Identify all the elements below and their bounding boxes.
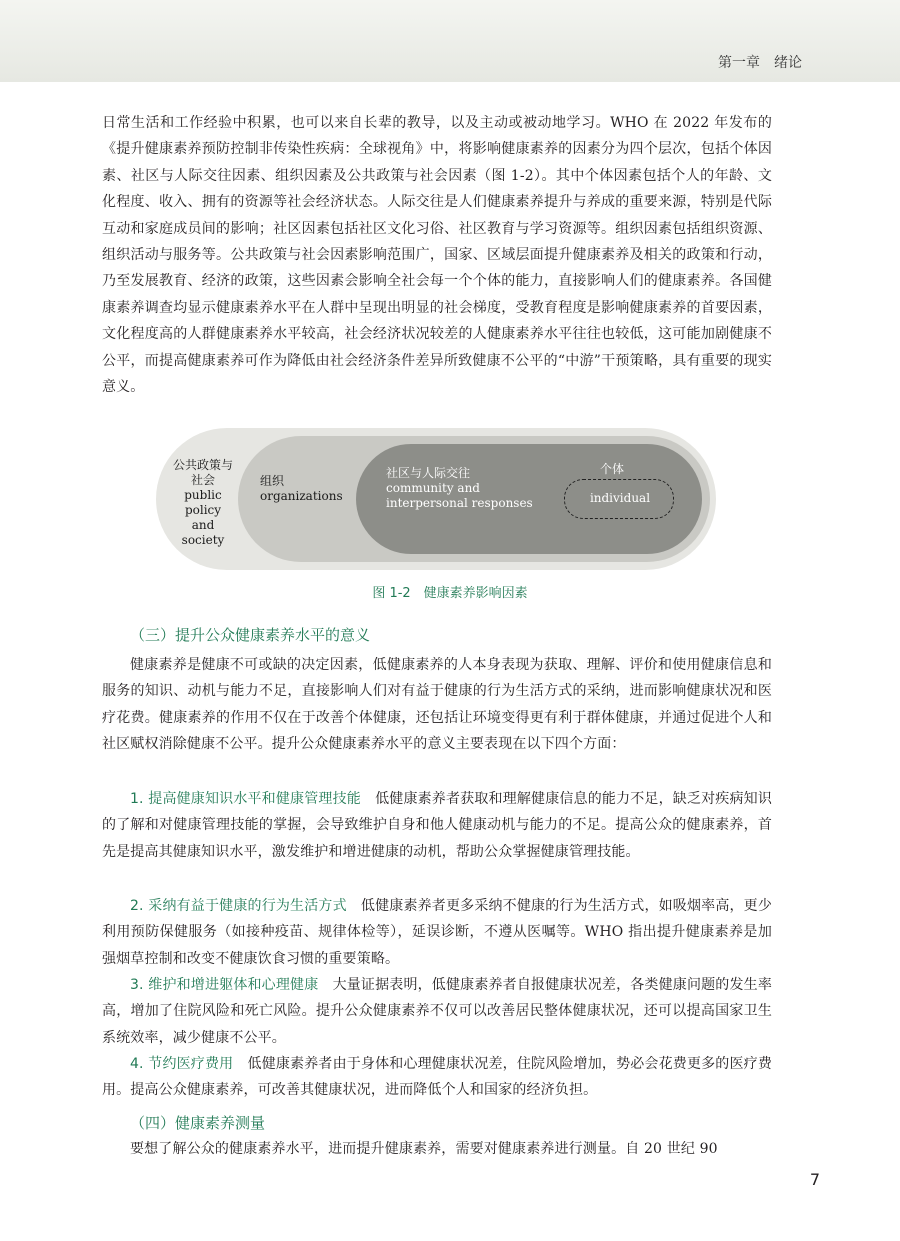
figure-health-literacy-factors: [156, 428, 716, 570]
label-public-policy: [170, 458, 236, 548]
chapter-title: 第一章 绪论: [718, 55, 802, 71]
paragraph-influencing-factors: 日常生活和工作经验中积累，也可以来自长辈的教导，以及主动或被动地学习。WHO 在 2022 年发布的《提升健康素养预防控制非传染性疾病：全球视角》中，将影响健康素养的因素分为四个层次，包括个体因素、社区与人际交往因素、组织因素及公共政策与社会因素（图 1-2）。其中个体因素包括个人的年龄、文化程度、收入、拥有的资源等社会经济状态。人际交往是人们健康素养提升与养成的重要来源，特别是代际互动和家庭成员间的影响；社区因素包括社区文化习俗、社区教育与学习资源等。组织因素包括组织资源、组织活动与服务等。公共政策与社会因素影响范围广，国家、区域层面提升健康素养及相关的政策和行动，乃至发展教育、经济的政策，这些因素会影响全社会每一个个体的能力，直接影响人们的健康素养。各国健康素养调查均显示健康素养水平在人群中呈现出明显的社会梯度，受教育程度是影响健康素养的首要因素，文化程度高的人群健康素养水平较高，社会经济状况较差的人健康素养水平往往也较低，这可能加剧健康不公平，而提高健康素养可作为降低由社会经济条件差异所致健康不公平的“中游”干预策略，具有重要的现实意义。: [102, 115, 772, 396]
item-3-title: 3. 维护和增进躯体和心理健康: [130, 977, 319, 993]
label-community-cn: 社区与人际交往: [386, 466, 471, 480]
page-number: 7: [809, 1170, 820, 1189]
label-organizations-en: organizations: [260, 489, 343, 503]
label-community: [386, 466, 533, 511]
label-public-policy-en2: and society: [181, 518, 225, 547]
item-2-title: 2. 采纳有益于健康的行为生活方式: [130, 898, 347, 914]
section3-intro: 健康素养是健康不可或缺的决定因素，低健康素养的人本身表现为获取、理解、评价和使用健康信息和服务的知识、动机与能力不足，直接影响人们对有益于健康的行为生活方式的采纳，进而影响健康状况和医疗花费。健康素养的作用不仅在于改善个体健康，还包括让环境变得更有利于群体健康，并通过促进个人和社区赋权消除健康不公平。提升公众健康素养水平的意义主要表现在以下四个方面：: [102, 657, 772, 753]
label-organizations-cn: 组织: [260, 474, 285, 488]
label-individual-en: individual: [589, 491, 651, 505]
section4-text: 要想了解公众的健康素养水平，进而提升健康素养，需要对健康素养进行测量。自 20 世纪 90: [130, 1141, 718, 1157]
label-community-en2: interpersonal responses: [386, 496, 533, 510]
label-public-policy-en1: public policy: [184, 488, 222, 517]
item-4: [102, 1051, 772, 1104]
label-organizations: [260, 474, 343, 504]
section4-heading: （四）健康素养测量: [130, 1114, 266, 1132]
label-individual-cn: 个体: [600, 462, 625, 476]
label-community-en1: community and: [386, 481, 480, 495]
item-1-title: 1. 提高健康知识水平和健康管理技能: [130, 791, 361, 807]
item-1: [102, 786, 772, 865]
item-3: [102, 972, 772, 1051]
label-public-policy-cn2: 社会: [190, 473, 215, 487]
item-3-text: 大量证据表明，低健康素养者自报健康状况差，各类健康问题的发生率高，增加了住院风险和死亡风险。提升公众健康素养不仅可以改善居民整体健康状况，还可以提高国家卫生系统效率，减少健康不公平。: [102, 977, 772, 1046]
label-public-policy-cn1: 公共政策与: [172, 458, 233, 472]
figure-caption: 图 1-2 健康素养影响因素: [372, 586, 528, 601]
item-4-title: 4. 节约医疗费用: [130, 1056, 234, 1072]
item-2: [102, 893, 772, 972]
item-1-text: 低健康素养者获取和理解健康信息的能力不足，缺乏对疾病知识的了解和对健康管理技能的掌握，会导致维护自身和他人健康动机与能力的不足。提高公众的健康素养，首先是提高其健康知识水平，激发维护和增进健康的动机，帮助公众掌握健康管理技能。: [102, 791, 772, 860]
item-2-text: 低健康素养者更多采纳不健康的行为生活方式，如吸烟率高，更少利用预防保健服务（如接种疫苗、规律体检等），延误诊断，不遵从医嘱等。WHO 指出提升健康素养是加强烟草控制和改变不健康饮食习惯的重要策略。: [102, 898, 772, 967]
item-4-text: 低健康素养者由于身体和心理健康状况差，住院风险增加，势必会花费更多的医疗费用。提高公众健康素养，可改善其健康状况，进而降低个人和国家的经济负担。: [102, 1056, 772, 1099]
section3-heading: （三）提升公众健康素养水平的意义: [130, 626, 371, 644]
